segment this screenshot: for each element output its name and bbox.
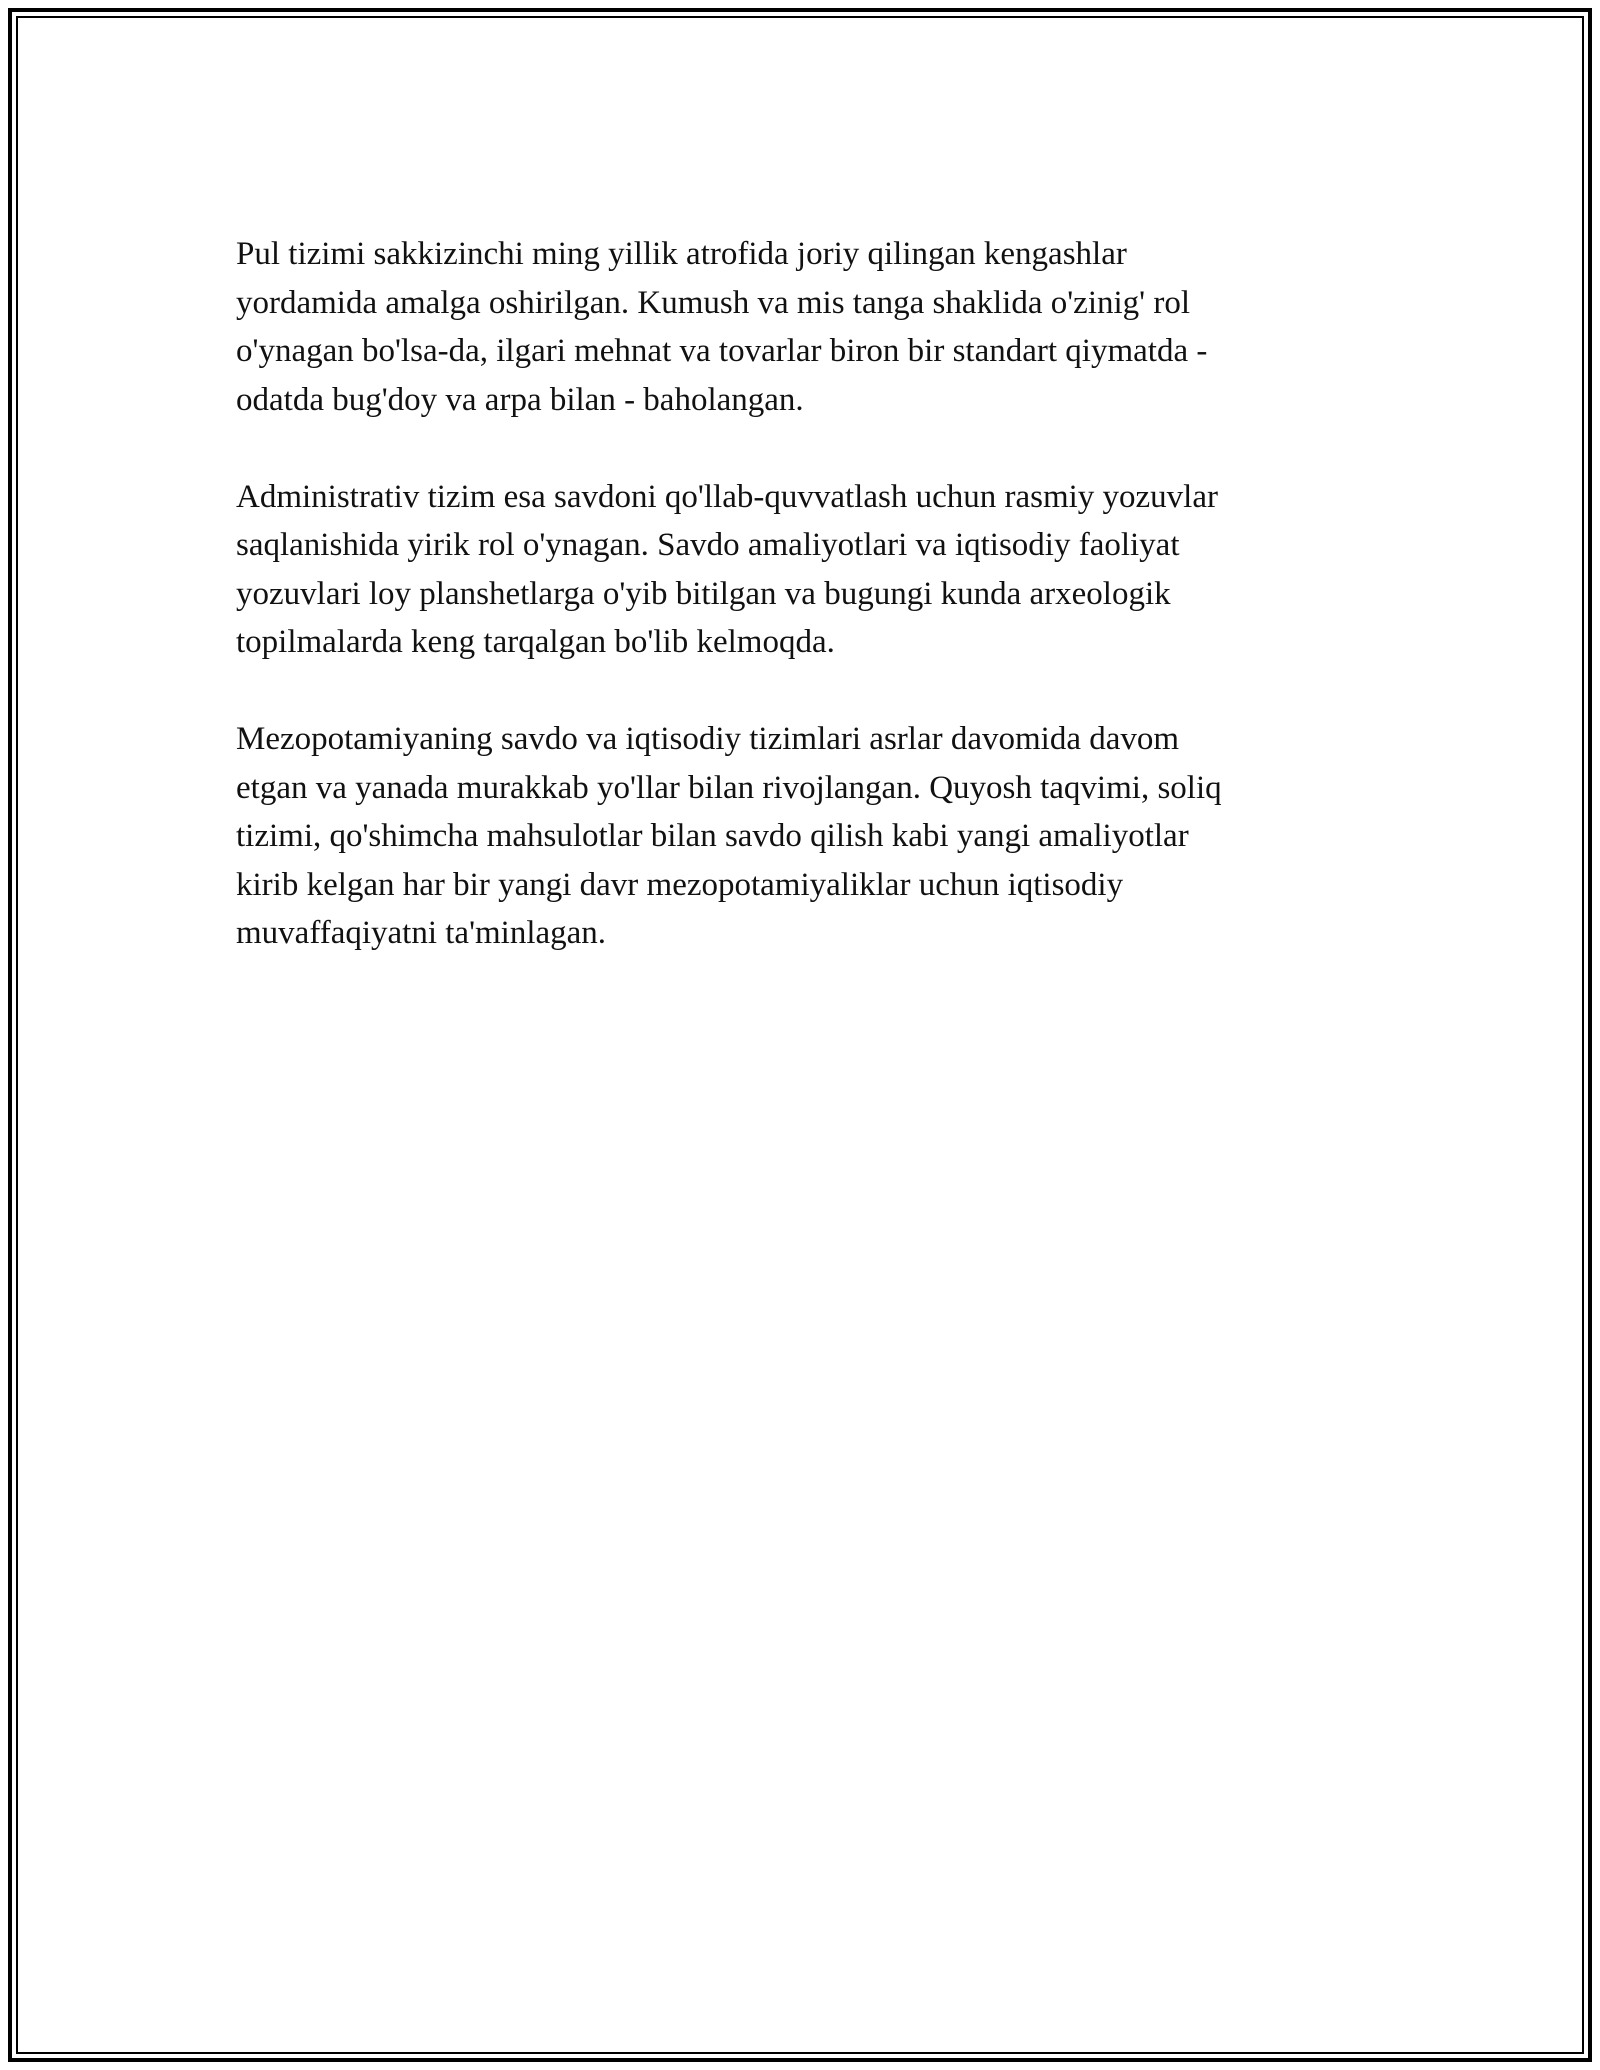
- paragraph-1: [236, 230, 1356, 424]
- text-line: saqlanishida yirik rol o'ynagan. Savdo amaliyotlari va iqtisodiy faoliyat: [236, 527, 1180, 563]
- text-line: etgan va yanada murakkab yo'llar bilan rivojlangan. Quyosh taqvimi, soliq: [236, 769, 1222, 806]
- text-line: odatda bug'doy va arpa bilan - baholangan.: [236, 381, 804, 418]
- text-line: tizimi, qo'shimcha mahsulotlar bilan savdo qilish kabi yangi amaliyotlar: [236, 818, 1189, 854]
- text-line: yordamida amalga oshirilgan. Kumush va mis tanga shaklida o'zinig' rol: [236, 284, 1191, 321]
- document-body: [236, 230, 1356, 1006]
- text-line: yozuvlari loy planshetlarga o'yib bitilgan va bugungi kunda arxeologik: [236, 575, 1171, 612]
- text-line: o'ynagan bo'lsa-da, ilgari mehnat va tovarlar biron bir standart qiymatda -: [236, 333, 1208, 369]
- text-line: kirib kelgan har bir yangi davr mezopotamiyaliklar uchun iqtisodiy: [236, 866, 1124, 903]
- paragraph-3: [236, 715, 1356, 958]
- text-line: Pul tizimi sakkizinchi ming yillik atrofida joriy qilingan kengashlar: [236, 236, 1127, 272]
- text-line: muvaffaqiyatni ta'minlagan.: [236, 915, 607, 951]
- text-line: Administrativ tizim esa savdoni qo'llab-quvvatlash uchun rasmiy yozuvlar: [236, 478, 1218, 515]
- text-line: Mezopotamiyaning savdo va iqtisodiy tizimlari asrlar davomida davom: [236, 721, 1180, 757]
- text-line: topilmalarda keng tarqalgan bo'lib kelmoqda.: [236, 624, 835, 660]
- paragraph-2: [236, 473, 1356, 667]
